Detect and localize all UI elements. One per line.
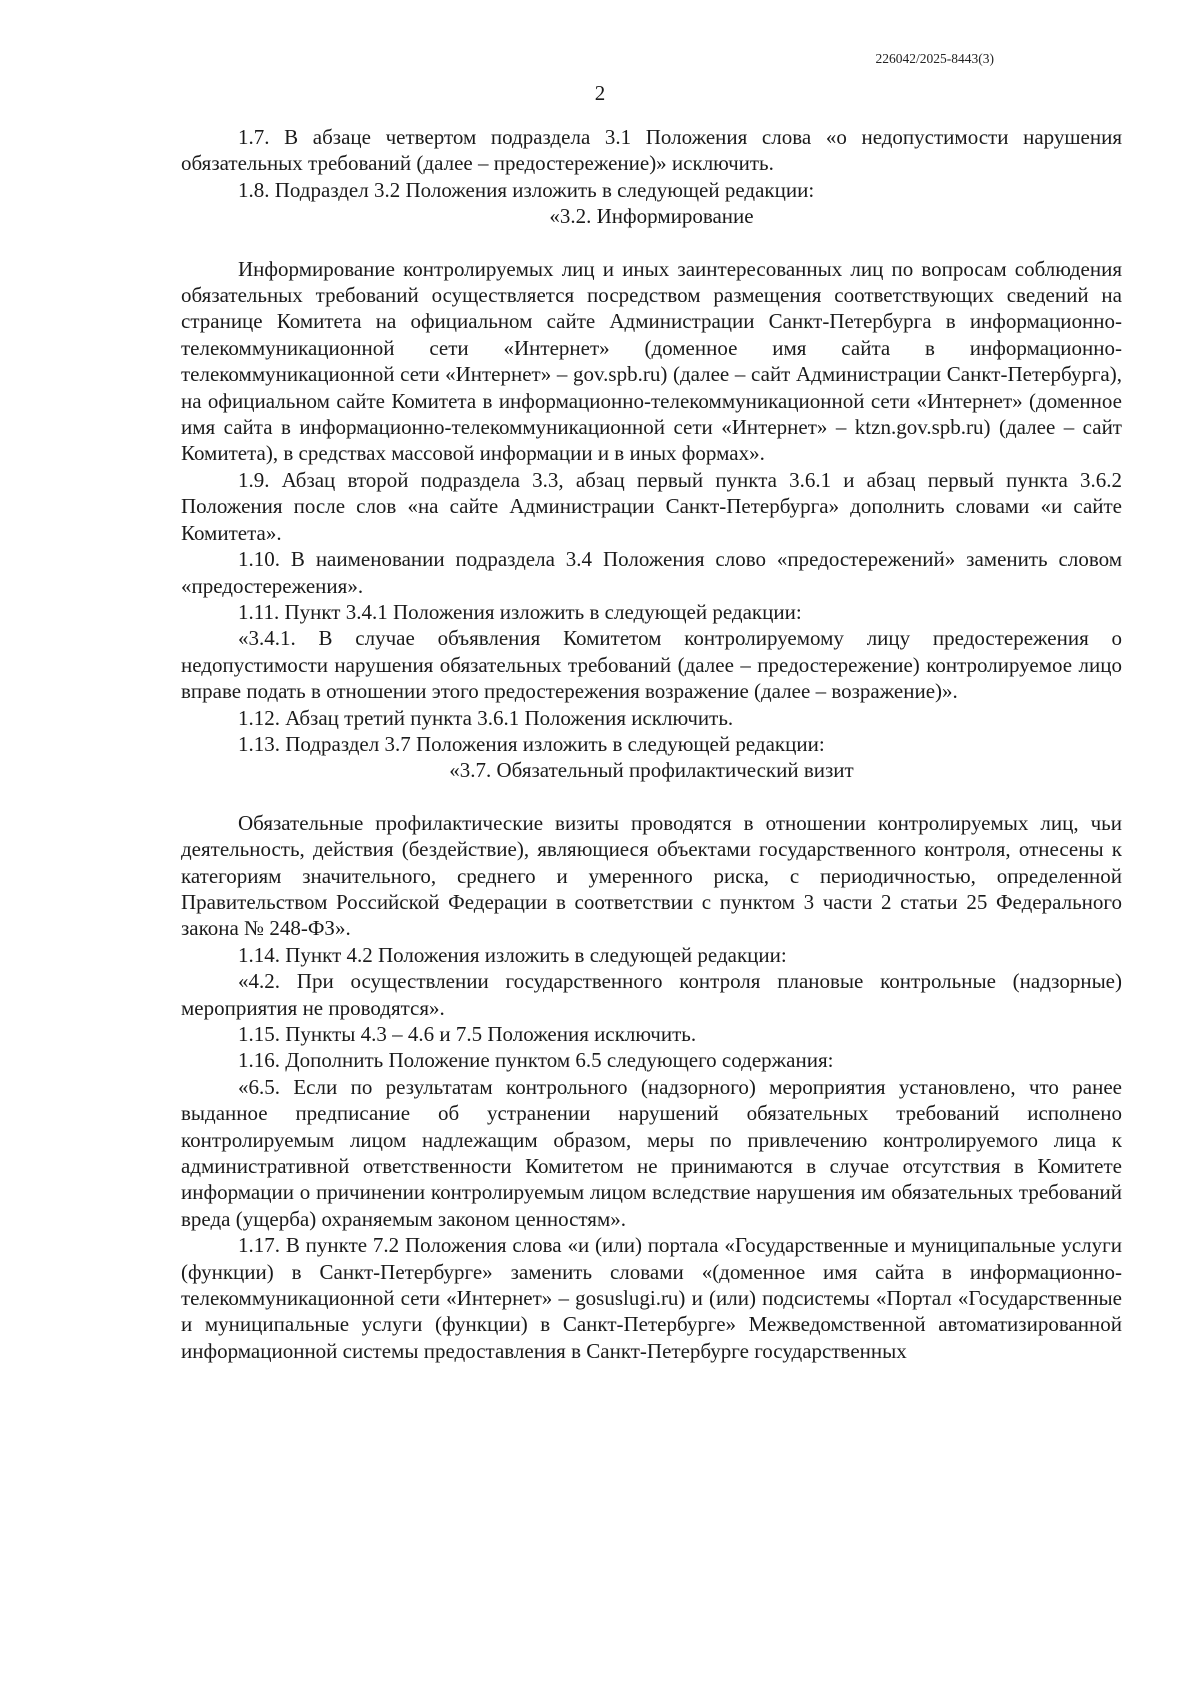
subsection-heading-3-7: «3.7. Обязательный профилактический визит <box>449 758 854 783</box>
paragraph-4-2: «4.2. При осуществлении государственного контроля плановые контрольные (надзорные) мероприятия не проводятся». <box>181 969 1122 1020</box>
paragraph-3-4-1: «3.4.1. В случае объявления Комитетом контролируемому лицу предостережения о недопустимости нарушения обязательных требований (далее – предостережение) контролируемое лицо вправе подать в отношении этого предостережения возражение (далее – возражение)». <box>181 626 1122 704</box>
page-number: 2 <box>594 81 606 105</box>
paragraph-1-10: 1.10. В наименовании подраздела 3.4 Положения слово «предостережений» заменить словом «предостережения». <box>181 547 1122 598</box>
paragraph-1-16: 1.16. Дополнить Положение пунктом 6.5 следующего содержания: <box>238 1048 834 1073</box>
paragraph-mandatory-visits: Обязательные профилактические визиты проводятся в отношении контролируемых лиц, чьи деятельность, действия (бездействие), являющиеся объектами государственного контроля, отнесены к категориям значительного, среднего и умеренного риска, с периодичностью, определенной Правительством Российской Федерации в соответствии с пунктом 3 части 2 статьи 25 Федерального закона № 248-ФЗ». <box>181 810 1122 941</box>
paragraph-1-12: 1.12. Абзац третий пункта 3.6.1 Положения исключить. <box>238 705 734 730</box>
paragraph-1-9: 1.9. Абзац второй подраздела 3.3, абзац первый пункта 3.6.1 и абзац первый пункта 3.6.2 Положения после слов «на сайте Администрации Санкт-Петербурга» дополнить словами «и сайте Комитета». <box>181 467 1122 545</box>
paragraph-1-17: 1.17. В пункте 7.2 Положения слова «и (или) портала «Государственные и муниципальные услуги (функции) в Санкт-Петербурге» заменить словами «(доменное имя сайта в информационно-телекоммуникационной сети «Интернет» – gosuslugi.ru) и (или) подсистемы «Портал «Государственные и муниципальные услуги (функции) в Санкт-Петербурге» Межведомственной автоматизированной информационной системы предоставления в Санкт-Петербурге государственных <box>181 1233 1122 1363</box>
paragraph-1-13: 1.13. Подраздел 3.7 Положения изложить в следующей редакции: <box>238 731 825 756</box>
document-body <box>181 124 1122 1364</box>
subsection-heading-3-2: «3.2. Информирование <box>549 204 754 229</box>
paragraph-1-11: 1.11. Пункт 3.4.1 Положения изложить в следующей редакции: <box>238 599 802 624</box>
paragraph-1-15: 1.15. Пункты 4.3 – 4.6 и 7.5 Положения исключить. <box>238 1022 697 1046</box>
paragraph-1-14: 1.14. Пункт 4.2 Положения изложить в следующей редакции: <box>238 942 787 967</box>
paragraph-informing: Информирование контролируемых лиц и иных заинтересованных лиц по вопросам соблюдения обязательных требований осуществляется посредством размещения соответствующих сведений на странице Комитета на официальном сайте Администрации Санкт-Петербурга в информационно-телекоммуникационной сети «Интернет» (доменное имя сайта в информационно-телекоммуникационной сети «Интернет» – gov.spb.ru) (далее – сайт Администрации Санкт-Петербурга), на официальном сайте Комитета в информационно-телекоммуникационной сети «Интернет» (доменное имя сайта в информационно-телекоммуникационной сети «Интернет» – ktzn.gov.spb.ru) (далее – сайт Комитета), в средствах массовой информации и в иных формах». <box>181 256 1122 466</box>
paragraph-1-7: 1.7. В абзаце четвертом подраздела 3.1 Положения слова «о недопустимости нарушения обязательных требований (далее – предостережение)» исключить. <box>181 125 1122 176</box>
paragraph-6-5: «6.5. Если по результатам контрольного (надзорного) мероприятия установлено, что ранее выданное предписание об устранении нарушений обязательных требований исполнено контролируемым лицом надлежащим образом, меры по привлечению контролируемого лица к административной ответственности Комитетом не принимаются в случае отсутствия в Комитете информации о причинении контролируемым лицом вследствие нарушения им обязательных требований вреда (ущерба) охраняемым законом ценностям». <box>181 1074 1122 1231</box>
paragraph-1-8: 1.8. Подраздел 3.2 Положения изложить в следующей редакции: <box>238 177 815 202</box>
blank-line <box>181 230 1122 256</box>
document-registration-number: 226042/2025-8443(3) <box>875 51 994 66</box>
blank-line <box>181 784 1122 810</box>
